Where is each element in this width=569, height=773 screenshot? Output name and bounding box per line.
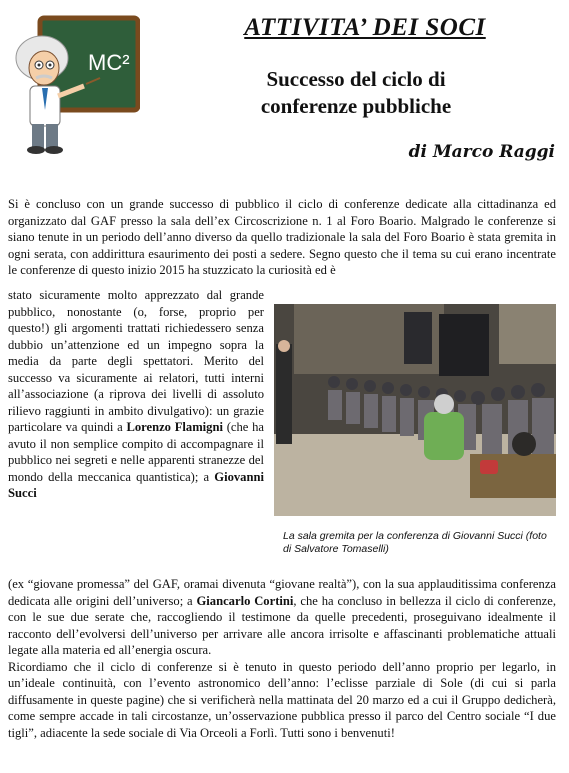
article-paragraph-last: Ricordiamo che il ciclo di conferenze si è tenuto in questo periodo dell’anno proprio per legarlo, in un’ideale continuità, con l’evento astronomico dell’anno: l’eclisse parziale di Sole (di cui si parla diffusamente in queste pagine) che si verificherà nella mattinata del 20 marzo ed a cui il Gruppo dedicherà, come sempre accade in tali circostanze, un’osservazione pubblica presso il parco del Centro sociale “I due tigli”, adiacente la sede sociale di Via Orceoli a Forlì. Tutti sono i benvenuti!: [8, 659, 556, 740]
bottom-text-a: (ex “giovane promessa” del GAF, oramai divenuta “giovane realtà”), con la sua applauditissima conferenza dedicata alle origini dell’universo; a: [8, 577, 556, 608]
conference-audience-photo: [274, 304, 556, 516]
speaker-name-cortini: Giancarlo Cortini: [196, 593, 294, 608]
headline-line-2: conferenze pubbliche: [260, 94, 452, 118]
photo-illustration: [274, 304, 556, 516]
article-paragraph-bottom: [8, 576, 556, 741]
column-text-a: stato sicuramente molto apprezzato dal grande pubblico, nonostante (o, forse, proprio per questo!) gli argomenti trattati richiedessero senza dubbio un’attenzione ed un impegno sopra la media da parte degli spettatori. Merito del successo va sicuramente ai relatori, tutti interni all’associazione (a riprova dei livelli di assoluto rilievo raggiunti in ambito divulgativo): un grazie particolare va quindi a: [8, 288, 264, 434]
speaker-name-succi: Giovanni Succi: [8, 469, 264, 500]
speaker-name-flamigni: Lorenzo Flamigni: [126, 420, 223, 434]
column-text-b: (che ha avuto il non semplice compito di accompagnare il pubblico nei segreti e nelle apparenti stranezze del mondo della meccanica quantistica); a: [8, 420, 265, 484]
headline-line-1: Successo del ciclo di: [266, 67, 446, 91]
bottom-text-b: , che ha concluso in bellezza il ciclo di conferenze, con le sue due serate che, raccogliendo il testimone da quelle precedenti, proseguivano idealmente il racconto dell’evolversi dell’universo per arrivare alle ancora irrisolte e affascinanti problematiche attuali legate alla materia ed all’energia oscura.: [8, 593, 557, 657]
chalkboard-formula: MC²: [88, 50, 130, 75]
byline: di Marco Raggi: [408, 142, 555, 162]
article-column-text: [8, 287, 264, 502]
photo-caption: La sala gremita per la conferenza di Giovanni Succi (foto di Salvatore Tomaselli): [283, 530, 547, 555]
section-title: ATTIVITA’ DEI SOCI: [244, 14, 486, 41]
scientist-chalkboard-icon: [8, 10, 140, 160]
article-paragraph-1: Si è concluso con un grande successo di pubblico il ciclo di conferenze dedicate alla cittadinanza ed organizzato dal GAF presso la sala dell’ex Circoscrizione n. 1 al Foro Boario. Malgrado le conferenze si siano tenute in un periodo dell’anno diverso da quello tradizionale la sala del Foro Boario è stata gremita in ogni serata, con addirittura esaurimento dei posti a sedere. Segno questo che il tema su cui erano incentrate le conferenze di questo inizio 2015 ha stuzzicato la curiosità ed è: [8, 197, 556, 277]
article-headline: [200, 66, 512, 120]
